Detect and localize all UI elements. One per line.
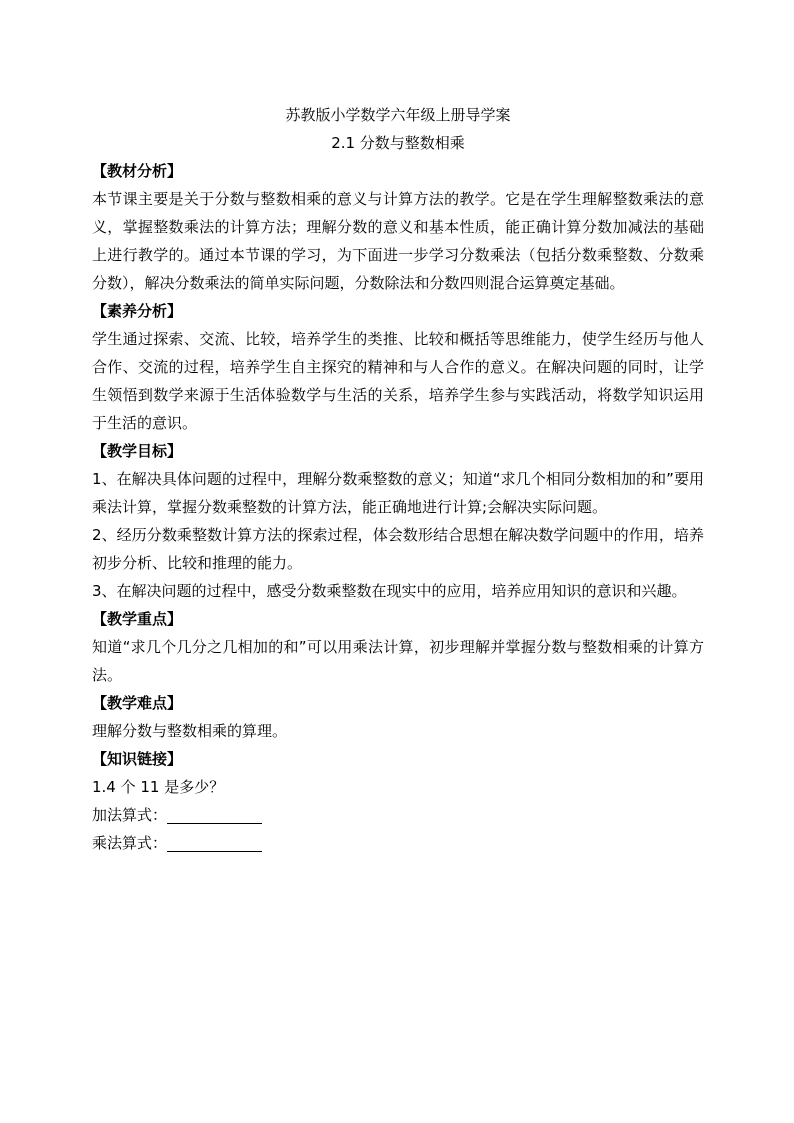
- section-heading-teaching-difficulty: 【教学难点】: [92, 694, 183, 712]
- teaching-objective-3: 3、在解决问题的过程中，感受分数乘整数在现实中的应用，培养应用知识的意识和兴趣。: [92, 582, 687, 600]
- teaching-focus-paragraph: 知道“求几个几分之几相加的和”可以用乘法计算，初步理解并掌握分数与整数相乘的计算方法。: [92, 638, 704, 684]
- multiplication-formula-blank[interactable]: [167, 831, 262, 852]
- addition-formula-blank[interactable]: [167, 803, 262, 824]
- multiplication-formula-line: [92, 829, 704, 857]
- section-heading-teaching-focus: 【教学重点】: [92, 610, 183, 628]
- section-heading-teaching-objectives: 【教学目标】: [92, 442, 183, 460]
- section-heading-knowledge-link: 【知识链接】: [92, 750, 183, 768]
- addition-formula-line: [92, 801, 704, 829]
- section-heading-literacy-analysis: 【素养分析】: [92, 302, 183, 320]
- literacy-analysis-paragraph: 学生通过探索、交流、比较，培养学生的类推、比较和概括等思维能力，使学生经历与他人合作、交流的过程，培养学生自主探究的精神和与人合作的意义。在解决问题的同时，让学生领悟到数学来源于生活体验数学与生活的关系，培养学生参与实践活动，将数学知识运用于生活的意识。: [92, 330, 704, 432]
- teaching-difficulty-paragraph: 理解分数与整数相乘的算理。: [92, 722, 288, 740]
- addition-formula-label: 加法算式：: [92, 806, 168, 824]
- multiplication-formula-label: 乘法算式：: [92, 834, 168, 852]
- document-title: 苏教版小学数学六年级上册导学案: [285, 106, 511, 124]
- section-heading-textbook-analysis: 【教材分析】: [92, 162, 183, 180]
- knowledge-link-question: 1.4 个 11 是多少？: [92, 778, 225, 796]
- lesson-subtitle: 2.1 分数与整数相乘: [331, 134, 465, 152]
- teaching-objective-2: 2、经历分数乘整数计算方法的探索过程，体会数形结合思想在解决数学问题中的作用，培养初步分析、比较和推理的能力。: [92, 526, 704, 572]
- teaching-objective-1: 1、在解决具体问题的过程中，理解分数乘整数的意义；知道“求几个相同分数相加的和”要用乘法计算，掌握分数乘整数的计算方法，能正确地进行计算;会解决实际问题。: [92, 470, 704, 516]
- textbook-analysis-paragraph: 本节课主要是关于分数与整数相乘的意义与计算方法的教学。它是在学生理解整数乘法的意义，掌握整数乘法的计算方法；理解分数的意义和基本性质，能正确计算分数加减法的基础上进行教学的。通过本节课的学习，为下面进一步学习分数乘法（包括分数乘整数、分数乘分数），解决分数乘法的简单实际问题，分数除法和分数四则混合运算奠定基础。: [92, 190, 704, 292]
- document-content: [92, 101, 704, 857]
